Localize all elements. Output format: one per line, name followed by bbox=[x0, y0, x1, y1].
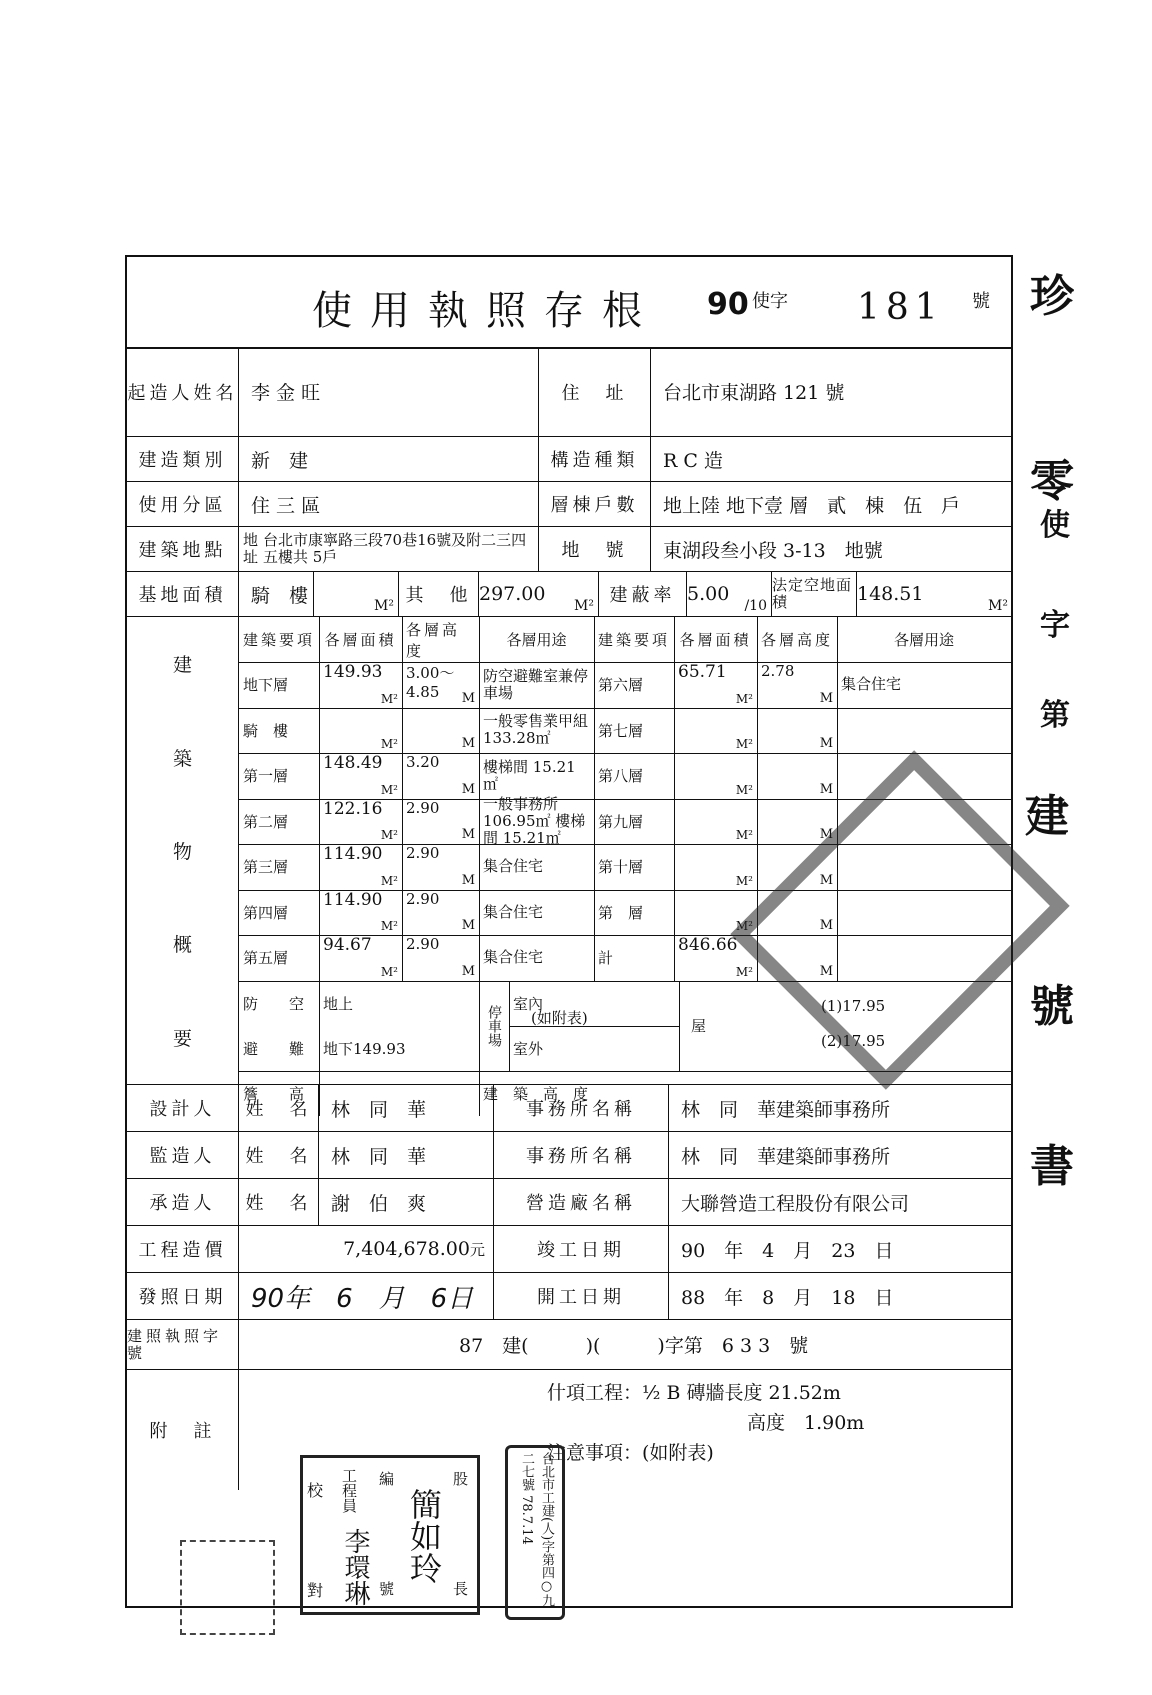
row-issue bbox=[127, 1273, 1011, 1320]
floor-area: 846.66 M² bbox=[678, 935, 753, 979]
supervisor-name: 林 同 華 bbox=[319, 1132, 494, 1178]
grid-line bbox=[594, 662, 1011, 663]
grid-line bbox=[674, 617, 675, 981]
row-supervisor bbox=[127, 1132, 1011, 1179]
building-height-label: 建 築 高 度 bbox=[483, 1084, 589, 1103]
floor-height: 2.78 M bbox=[761, 662, 833, 706]
floor-height bbox=[757, 799, 837, 845]
cost-unit: 元 bbox=[469, 1240, 485, 1259]
parking-label: 停車場 bbox=[486, 1004, 502, 1047]
struct-value: R C 造 bbox=[663, 449, 723, 472]
other-cell bbox=[479, 572, 599, 616]
area-unit: M² bbox=[735, 964, 753, 979]
issue-date: 90年 6 月 6日 bbox=[239, 1273, 494, 1319]
height-unit: M bbox=[819, 872, 833, 888]
side-label-2: 築 bbox=[172, 747, 192, 770]
height-unit: M bbox=[819, 963, 833, 979]
supervisor-label: 監造人 bbox=[127, 1132, 239, 1178]
area-unit: M² bbox=[735, 828, 753, 842]
floor-use: 集合住宅 bbox=[841, 675, 902, 694]
location-label: 建築地點 bbox=[127, 527, 239, 571]
header-use: 各層用途 bbox=[893, 631, 954, 649]
coverage-cell bbox=[687, 572, 772, 616]
shelter-label: 防 空 bbox=[243, 994, 313, 1013]
grid-line bbox=[479, 617, 480, 981]
area-unit: M² bbox=[380, 964, 398, 979]
contractor-name-label: 姓 名 bbox=[239, 1179, 319, 1225]
contractor-office-label: 營造廠名稱 bbox=[494, 1179, 669, 1225]
floor-area: 65.71 M² bbox=[678, 662, 753, 706]
engineer-seal bbox=[505, 1445, 565, 1620]
grid-line bbox=[239, 799, 594, 800]
parking-note: (如附表) bbox=[531, 1009, 588, 1027]
grid-line bbox=[594, 617, 595, 981]
height-unit: M bbox=[819, 827, 833, 842]
designer-name-label: 姓 名 bbox=[239, 1085, 319, 1131]
floor-use: 防空避難室兼停車場 bbox=[483, 666, 589, 702]
area-unit: M² bbox=[735, 782, 753, 797]
height-unit: M bbox=[461, 827, 475, 842]
open-space-value: 148.51 bbox=[857, 583, 924, 605]
builder-name: 李 金 旺 bbox=[239, 347, 539, 436]
notes-line-3: 注意事項：(如附表) bbox=[547, 1442, 714, 1464]
floor-name: 第二層 bbox=[243, 812, 289, 831]
area-unit: M² bbox=[735, 873, 753, 888]
floor-name: 第九層 bbox=[598, 812, 644, 831]
row-builder bbox=[127, 347, 1011, 437]
floor-area: 114.90 M² bbox=[323, 844, 398, 888]
height-unit: M bbox=[819, 736, 833, 751]
side-label-4: 概 bbox=[172, 934, 192, 957]
floor-name: 第三層 bbox=[243, 858, 289, 877]
header-height: 各層高度 bbox=[406, 620, 461, 660]
side-label-1: 建 bbox=[172, 654, 192, 677]
grid-line bbox=[402, 617, 403, 981]
location-value: 台北市康寧路三段70巷16號及附二三四五樓共 5戶 bbox=[263, 531, 527, 566]
location-prefix: 地址 bbox=[243, 531, 259, 566]
parking-outdoor: 室外 bbox=[513, 1039, 544, 1058]
small-seal bbox=[180, 1540, 275, 1635]
grid-line bbox=[594, 753, 1011, 754]
floor-area: 122.16 M² bbox=[323, 798, 398, 842]
permit-value: 87 建( )( )字第 6 3 3 號 bbox=[459, 1335, 809, 1357]
floor-name: 第四層 bbox=[243, 903, 289, 922]
floor-area bbox=[674, 844, 757, 890]
supervisor-name-label: 姓 名 bbox=[239, 1132, 319, 1178]
floor-name: 第 層 bbox=[598, 903, 644, 922]
struct-label: 構造種類 bbox=[539, 437, 651, 481]
parking-indoor: 室內 bbox=[513, 994, 544, 1013]
build-type-value: 新 建 bbox=[239, 437, 539, 481]
roof-value-1: (1)17.95 bbox=[821, 996, 886, 1015]
side-label-3: 物 bbox=[172, 840, 192, 863]
floor-height bbox=[757, 753, 837, 799]
floor-area: 148.49 M² bbox=[323, 753, 398, 797]
start-date: 88 年 8 月 18 日 bbox=[681, 1286, 894, 1309]
header-item: 建築要項 bbox=[598, 631, 671, 649]
side-char-2: 零 bbox=[1030, 456, 1074, 507]
stamp-label-4: 號 bbox=[379, 1580, 395, 1598]
coverage-label: 建蔽率 bbox=[599, 572, 687, 616]
floor-height: 2.90 M bbox=[406, 935, 475, 979]
floor-height: 3.00～4.85 M bbox=[406, 664, 475, 706]
coverage-value: 5.00 bbox=[687, 583, 730, 605]
floor-use: 集合住宅 bbox=[483, 902, 544, 921]
floor-use: 集合住宅 bbox=[483, 948, 544, 967]
title-zi: 使字 bbox=[752, 291, 788, 312]
area-unit: M² bbox=[735, 691, 753, 706]
floor-height: 3.20 M bbox=[406, 753, 475, 797]
seal-text: 台北市工建(人)字第四○九二七號 78.7.14 bbox=[519, 1452, 554, 1608]
lot-label: 地 號 bbox=[539, 527, 651, 571]
floor-name: 第七層 bbox=[598, 721, 644, 740]
floor-name: 地下層 bbox=[243, 676, 289, 695]
height-unit: M bbox=[461, 918, 475, 933]
floor-area bbox=[319, 708, 402, 754]
row-build-type bbox=[127, 437, 1011, 482]
stamp-reviewer-title: 工程員 bbox=[340, 1468, 358, 1513]
address-value: 台北市東湖路 121 號 bbox=[663, 382, 845, 404]
row-cost bbox=[127, 1226, 1011, 1273]
builder-label: 起造人姓名 bbox=[127, 347, 239, 436]
other-unit: M² bbox=[574, 598, 594, 614]
lot-value: 東湖段叁小段 3-13 地號 bbox=[663, 539, 883, 562]
height-unit: M bbox=[461, 963, 475, 979]
cost-label: 工程造價 bbox=[127, 1226, 239, 1272]
title-year: 90 bbox=[707, 287, 749, 322]
floor-use: 集合住宅 bbox=[483, 857, 544, 876]
floor-name: 第八層 bbox=[598, 767, 644, 786]
contractor-office: 大聯營造工程股份有限公司 bbox=[681, 1192, 910, 1215]
grid-line bbox=[509, 1026, 679, 1027]
stamp-reviewer: 李環琳 bbox=[340, 1528, 370, 1606]
coverage-unit: /10 bbox=[744, 598, 767, 614]
side-char-7: 號 bbox=[1030, 981, 1074, 1032]
floor-name: 第五層 bbox=[243, 949, 289, 968]
row-contractor bbox=[127, 1179, 1011, 1226]
arcade-value bbox=[314, 572, 399, 616]
floor-height: 2.90 M bbox=[406, 844, 475, 888]
designer-name: 林 同 華 bbox=[319, 1085, 494, 1131]
shelter-above: 地上 bbox=[323, 994, 354, 1013]
stamp-chief: 簡如玲 bbox=[405, 1488, 443, 1584]
grid-line bbox=[239, 935, 594, 936]
side-char-1: 珍 bbox=[1030, 271, 1074, 322]
side-char-6: 建 bbox=[1025, 791, 1069, 842]
area-unit: M² bbox=[735, 737, 753, 751]
row-designer bbox=[127, 1085, 1011, 1132]
floor-height bbox=[402, 708, 479, 754]
row-site bbox=[127, 572, 1011, 617]
header-area: 各層面積 bbox=[679, 631, 752, 649]
notes-line-1: 什項工程：½ B 磚牆長度 21.52m bbox=[547, 1382, 841, 1404]
grid-line bbox=[239, 844, 594, 845]
form-title-row bbox=[127, 257, 1011, 349]
grid-line bbox=[319, 617, 320, 981]
contractor-label: 承造人 bbox=[127, 1179, 239, 1225]
area-unit: M² bbox=[380, 873, 398, 888]
side-char-3: 使 bbox=[1040, 508, 1070, 543]
grid-line bbox=[594, 708, 1011, 709]
start-label: 開工日期 bbox=[494, 1273, 669, 1319]
shelter-label-2: 避 難 bbox=[243, 1039, 313, 1058]
area-unit: M² bbox=[380, 919, 398, 933]
stamp-label-6: 長 bbox=[453, 1580, 469, 1598]
floor-area: 94.67 M² bbox=[323, 935, 398, 979]
grid-line bbox=[239, 662, 594, 663]
cost-cell bbox=[239, 1226, 494, 1272]
open-space-cell bbox=[857, 572, 1012, 616]
floor-name: 第十層 bbox=[598, 858, 644, 877]
side-label-5: 要 bbox=[172, 1027, 192, 1050]
area-unit: M² bbox=[380, 691, 398, 706]
stamp-label-3: 編 bbox=[379, 1470, 395, 1488]
header-area: 各層面積 bbox=[324, 631, 397, 649]
height-unit: M bbox=[819, 781, 833, 797]
floor-name: 第六層 bbox=[598, 676, 644, 695]
side-char-5: 第 bbox=[1040, 698, 1070, 733]
height-unit: M bbox=[819, 690, 833, 706]
header-height: 各層高度 bbox=[761, 631, 834, 649]
floor-height: 2.90 M bbox=[406, 889, 475, 933]
floor-area bbox=[674, 708, 757, 754]
floors-label: 層棟戶數 bbox=[539, 482, 651, 526]
floor-area: 149.93 M² bbox=[323, 662, 398, 706]
stamp-label-2: 對 bbox=[307, 1581, 324, 1600]
other-label: 其 他 bbox=[399, 572, 479, 616]
arcade-label: 騎 樓 bbox=[239, 572, 314, 616]
build-type-label: 建造類別 bbox=[127, 437, 239, 481]
side-char-4: 字 bbox=[1040, 608, 1070, 643]
supervisor-office-label: 事務所名稱 bbox=[494, 1132, 669, 1178]
side-char-8: 書 bbox=[1030, 1141, 1074, 1192]
floor-area bbox=[674, 753, 757, 799]
designer-label: 設計人 bbox=[127, 1085, 239, 1131]
zone-label: 使用分區 bbox=[127, 482, 239, 526]
stamp-label-5: 股 bbox=[453, 1470, 469, 1488]
floor-use: 一般零售業甲組 133.28㎡ bbox=[483, 712, 589, 748]
open-space-label: 法定空地面積 bbox=[772, 572, 857, 616]
designer-office-label: 事務所名稱 bbox=[494, 1085, 669, 1131]
location-cell bbox=[239, 527, 539, 571]
floor-height bbox=[757, 708, 837, 754]
height-unit: M bbox=[461, 872, 475, 888]
open-space-unit: M² bbox=[988, 598, 1008, 614]
height-unit: M bbox=[461, 690, 475, 706]
floor-use: 一般事務所 106.95㎡ 樓梯間 15.21㎡ bbox=[483, 794, 586, 847]
review-stamp bbox=[300, 1455, 480, 1615]
done-label: 竣工日期 bbox=[494, 1226, 669, 1272]
area-unit: M² bbox=[380, 737, 398, 751]
row-zone bbox=[127, 482, 1011, 527]
contractor-name: 謝 伯 爽 bbox=[319, 1179, 494, 1225]
site-label: 基地面積 bbox=[127, 572, 239, 616]
floor-name: 第一層 bbox=[243, 767, 289, 786]
roof-label: 屋 bbox=[691, 1017, 707, 1035]
shelter-below: 地下149.93 bbox=[323, 1039, 406, 1058]
area-unit: M² bbox=[735, 919, 753, 933]
arcade-unit: M² bbox=[374, 598, 394, 614]
permit-label: 建照執照字號 bbox=[127, 1320, 239, 1369]
designer-office: 林 同 華建築師事務所 bbox=[681, 1098, 891, 1121]
cost-value: 7,404,678.00 bbox=[343, 1238, 470, 1260]
area-unit: M² bbox=[380, 782, 398, 797]
grid-line bbox=[239, 708, 594, 709]
floor-name: 計 bbox=[598, 949, 614, 968]
form-title: 使用執照存根 bbox=[312, 288, 660, 334]
stamp-label-1: 校 bbox=[307, 1481, 324, 1500]
notes-label: 附 註 bbox=[127, 1370, 239, 1490]
roof-value-2: (2)17.95 bbox=[821, 1031, 886, 1050]
supervisor-office: 林 同 華建築師事務所 bbox=[681, 1145, 891, 1168]
height-unit: M bbox=[461, 781, 475, 797]
row-location bbox=[127, 527, 1011, 572]
license-number: 181 bbox=[857, 287, 944, 328]
address-label: 住 址 bbox=[539, 347, 651, 436]
header-use: 各層用途 bbox=[506, 631, 567, 649]
other-value: 297.00 bbox=[479, 583, 546, 605]
floor-area: 114.90 M² bbox=[323, 889, 398, 933]
notes-line-2: 高度 1.90m bbox=[747, 1412, 865, 1434]
zone-value: 住 三 區 bbox=[239, 482, 539, 526]
floors-value: 地上陸 地下壹 層 貳 棟 伍 戶 bbox=[663, 494, 961, 517]
floor-name: 騎 樓 bbox=[243, 721, 289, 740]
building-side-label bbox=[127, 617, 239, 1084]
eaves-label: 簷 高 bbox=[243, 1084, 313, 1103]
grid-line bbox=[239, 890, 594, 891]
floor-use: 樓梯間 15.21㎡ bbox=[483, 757, 576, 793]
done-date: 90 年 4 月 23 日 bbox=[681, 1239, 894, 1262]
height-unit: M bbox=[819, 918, 833, 933]
header-item: 建築要項 bbox=[243, 631, 316, 649]
grid-line bbox=[679, 981, 680, 1071]
floor-area bbox=[674, 799, 757, 845]
floor-use bbox=[837, 708, 1011, 754]
height-unit: M bbox=[461, 736, 475, 751]
title-hao: 號 bbox=[972, 291, 990, 312]
grid-line bbox=[239, 753, 594, 754]
issue-label: 發照日期 bbox=[127, 1273, 239, 1319]
row-permit bbox=[127, 1320, 1011, 1370]
area-unit: M² bbox=[380, 828, 398, 842]
floor-height: 2.90 M bbox=[406, 798, 475, 842]
